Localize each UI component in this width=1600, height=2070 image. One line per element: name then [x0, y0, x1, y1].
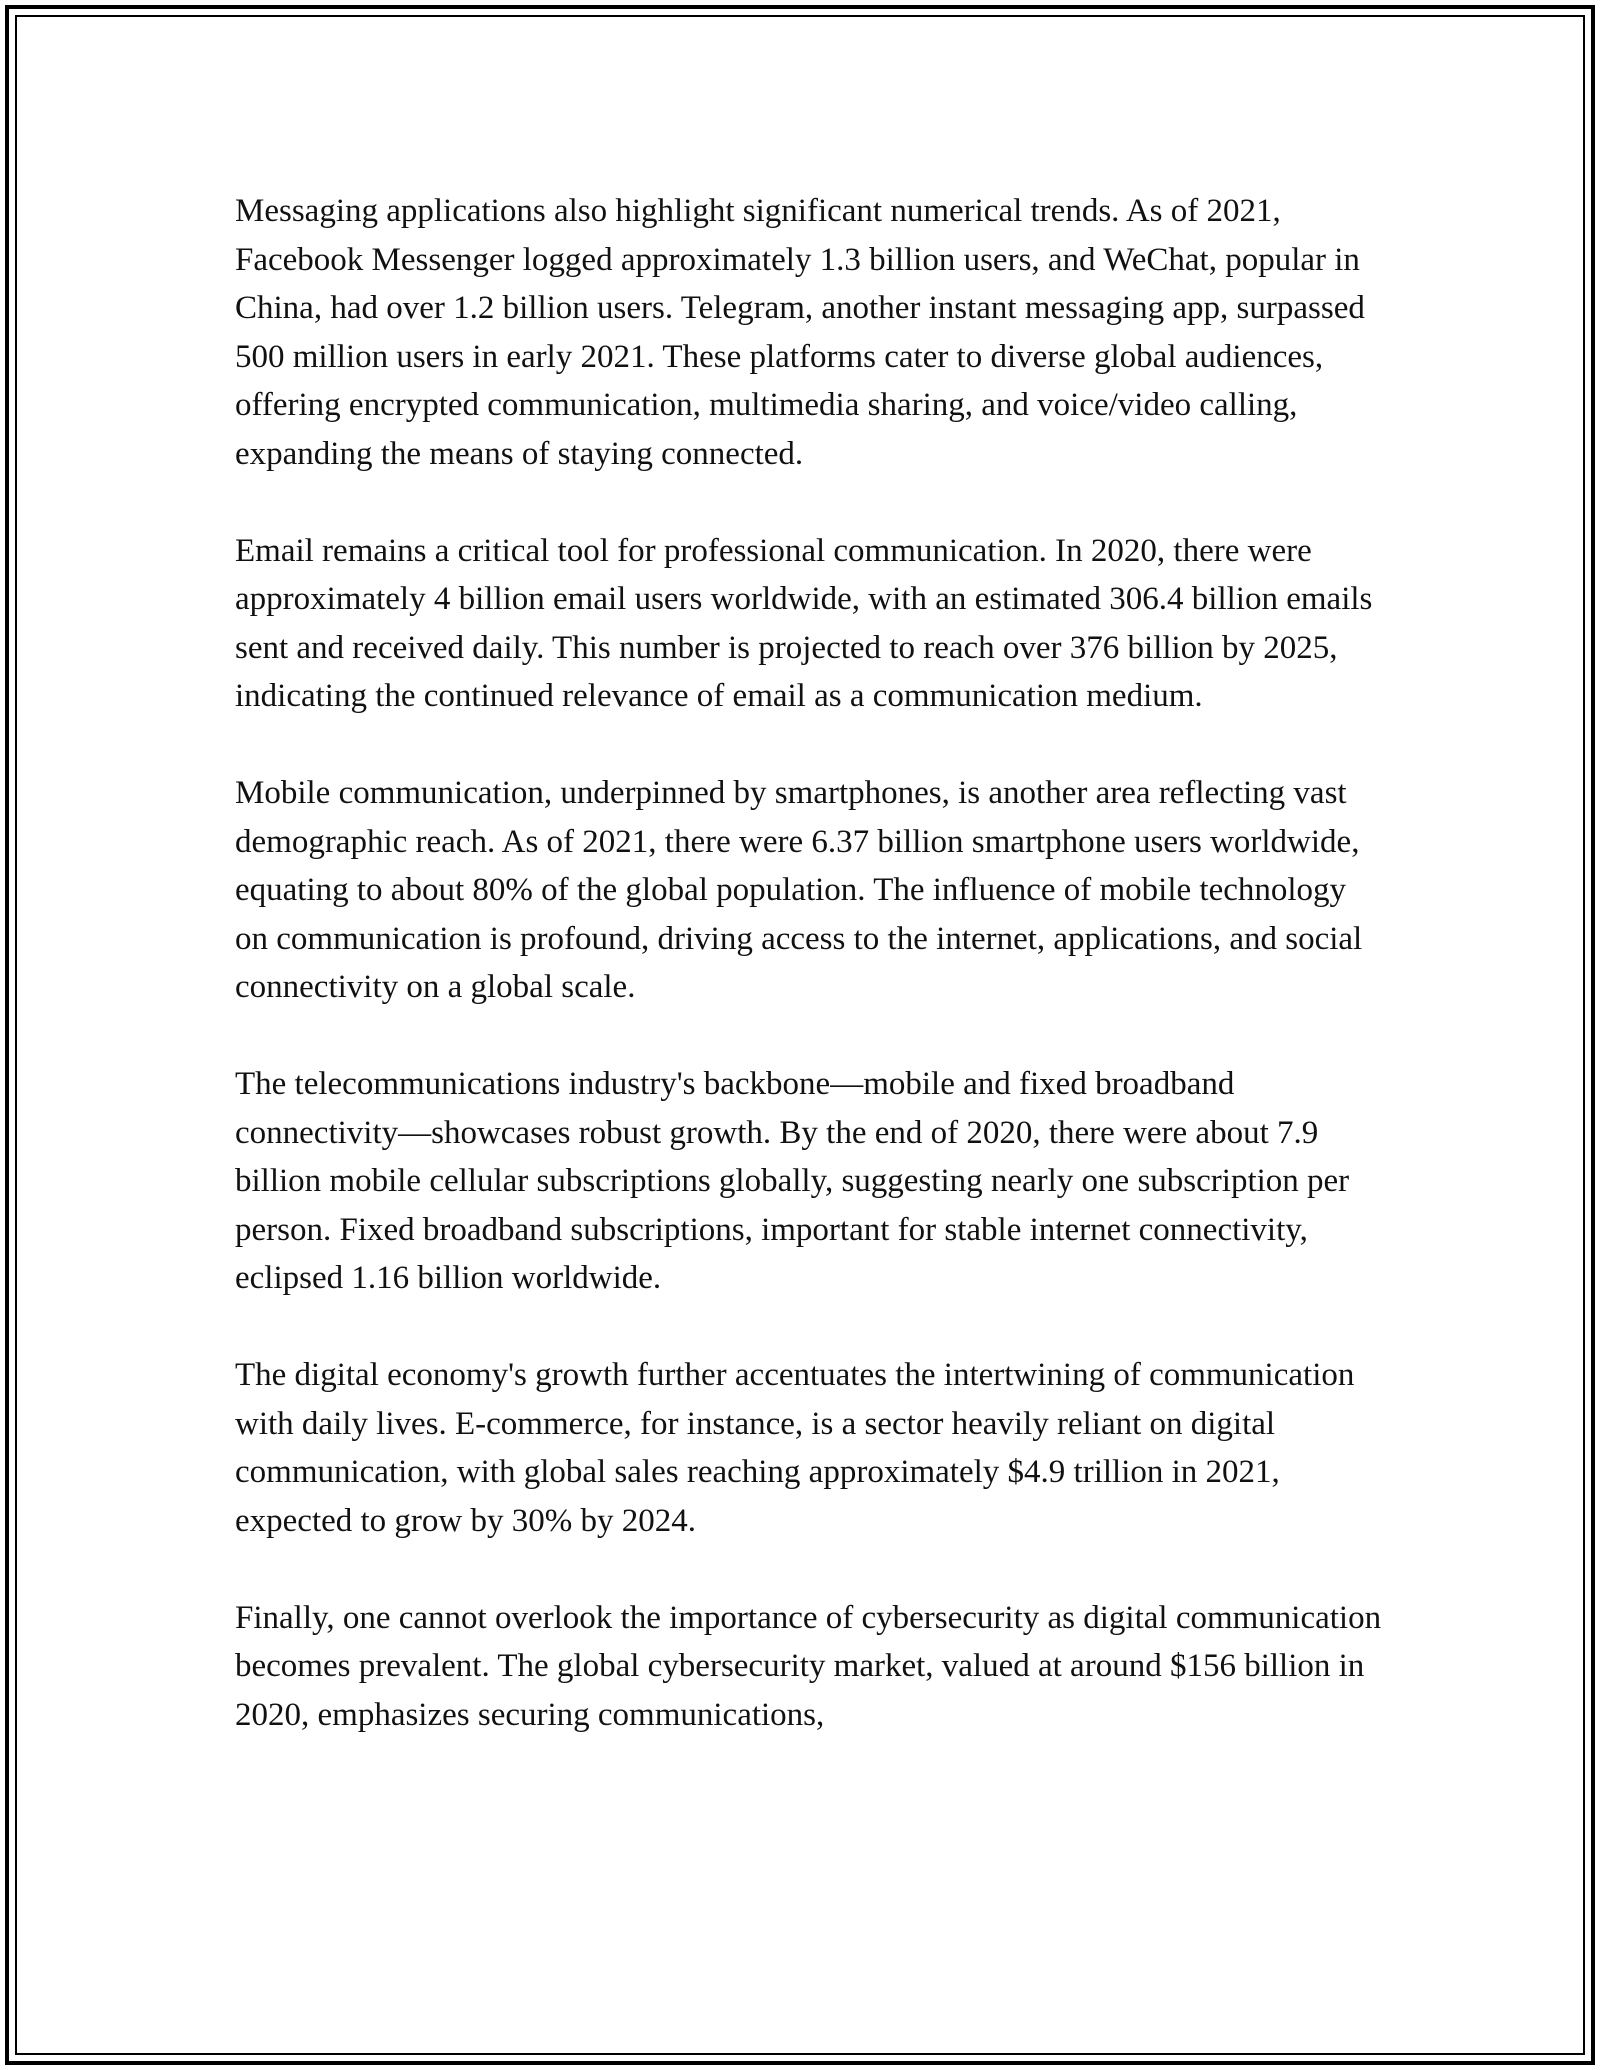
- document-body: [235, 187, 1385, 1739]
- paragraph-messaging-apps: Messaging applications also highlight significant numerical trends. As of 2021, Facebook Messenger logged approximately 1.3 billion users, and WeChat, popular in China, had over 1.2 billion users. Telegram, another instant messaging app, surpassed 500 million users in early 2021. These platforms cater to diverse global audiences, offering encrypted communication, multimedia sharing, and voice/video calling, expanding the means of staying connected.: [235, 193, 1365, 472]
- paragraph-digital-economy: The digital economy's growth further accentuates the intertwining of communication with daily lives. E-commerce, for instance, is a sector heavily reliant on digital communication, with global sales reaching approximately $4.9 trillion in 2021, expected to grow by 30% by 2024.: [235, 1357, 1355, 1539]
- paragraph-mobile-communication: Mobile communication, underpinned by smartphones, is another area reflecting vast demographic reach. As of 2021, there were 6.37 billion smartphone users worldwide, equating to about 80% of the global population. The influence of mobile technology on communication is profound, driving access to the internet, applications, and social connectivity on a global scale.: [235, 775, 1363, 1005]
- paragraph-telecommunications: The telecommunications industry's backbone—mobile and fixed broadband connectivity—showcases robust growth. By the end of 2020, there were about 7.9 billion mobile cellular subscriptions globally, suggesting nearly one subscription per person. Fixed broadband subscriptions, important for stable internet connectivity, eclipsed 1.16 billion worldwide.: [235, 1066, 1350, 1296]
- paragraph-cybersecurity: Finally, one cannot overlook the importance of cybersecurity as digital communication becomes prevalent. The global cybersecurity market, valued at around $156 billion in 2020, emphasizes securing communications,: [235, 1599, 1382, 1733]
- paragraph-email: Email remains a critical tool for professional communication. In 2020, there were approximately 4 billion email users worldwide, with an estimated 306.4 billion emails sent and received daily. This number is projected to reach over 376 billion by 2025, indicating the continued relevance of email as a communication medium.: [235, 532, 1373, 714]
